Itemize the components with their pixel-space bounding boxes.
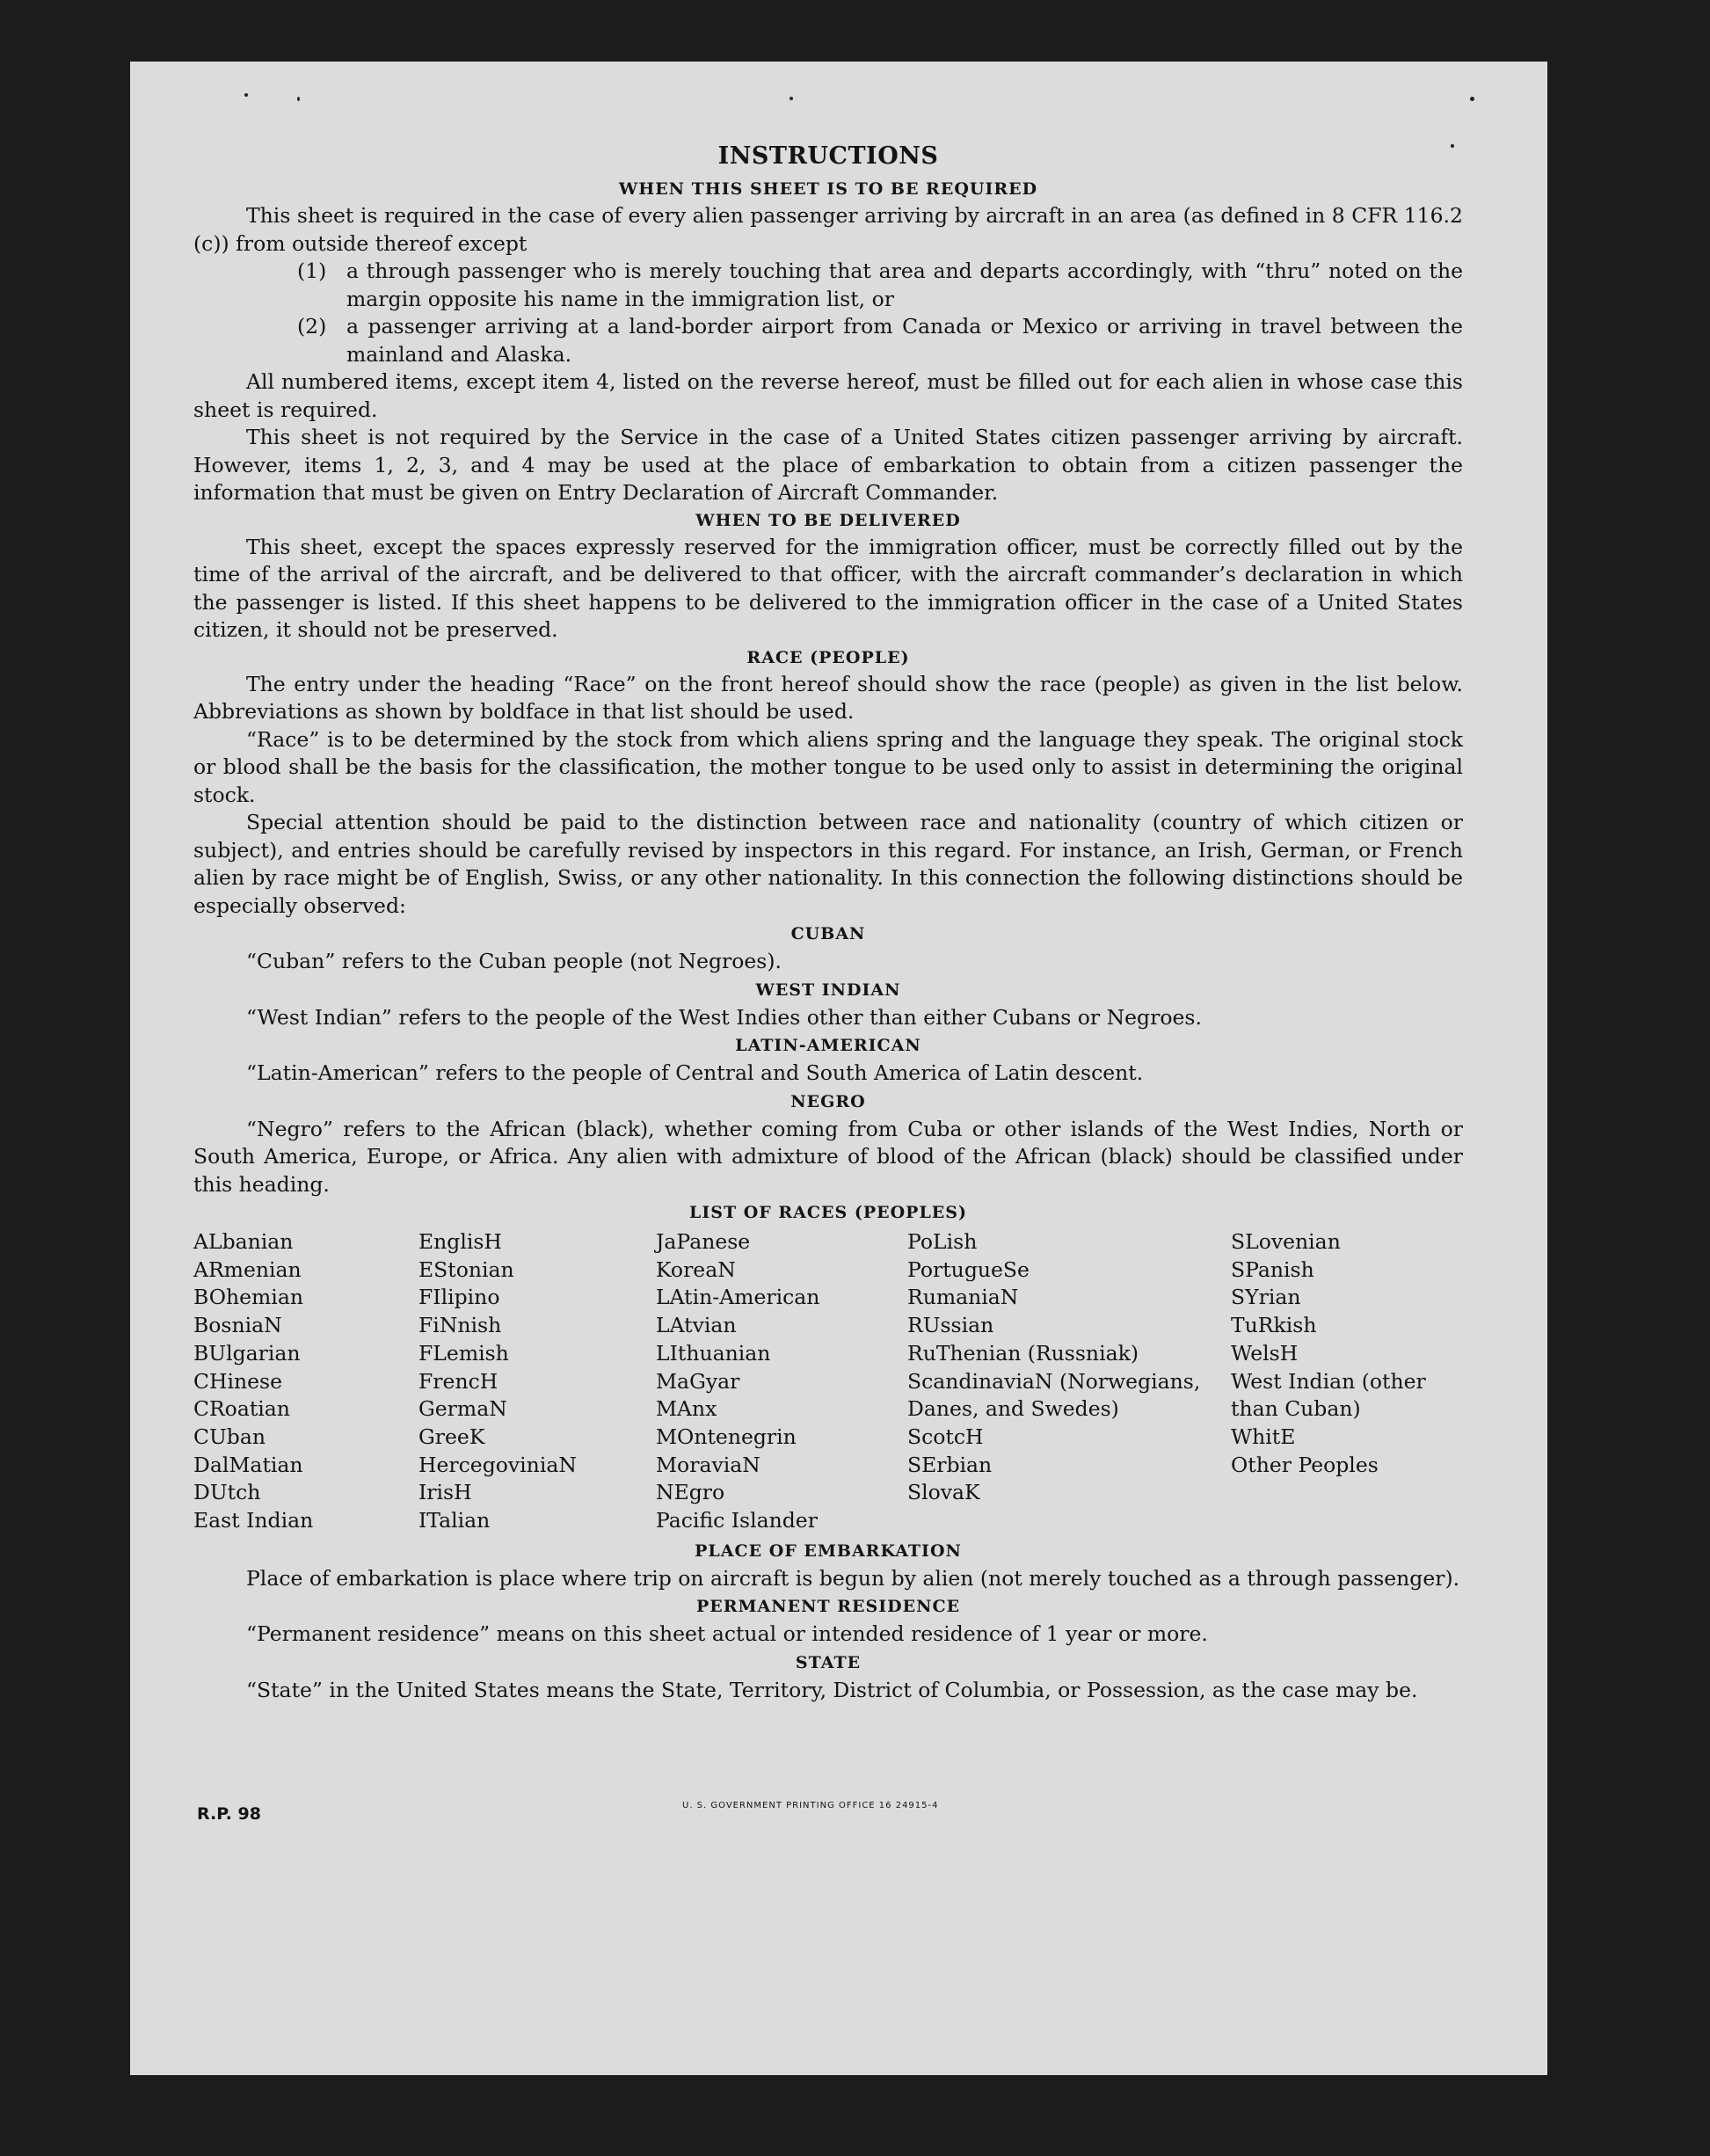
race-column: [418, 1228, 656, 1535]
race-entry: Pacific Islander: [656, 1508, 818, 1533]
paragraph: Special attention should be paid to the distinction between race and nationality (country of which citizen or subject), and entries should be carefully revised by inspectors in this regard. For instance, an Irish, German, or French alien by race might be of English, Swiss, or any other nationality. In this connection the following distinctions should be especially observed:: [193, 810, 1463, 918]
section-heading-embarkation: PLACE OF EMBARKATION: [695, 1541, 962, 1561]
race-entry: CHinese: [193, 1368, 282, 1394]
speck: [1470, 97, 1474, 101]
race-entry: MoraviaN: [656, 1452, 760, 1477]
race-entry: ScotcH: [907, 1424, 984, 1449]
race-list: [193, 1228, 1463, 1535]
race-entry: BUlgarian: [193, 1340, 301, 1366]
paragraph: This sheet is required in the case of every alien passenger arriving by aircraft in an area (as defined in 8 CFR 116.2 (c)) from outside thereof except: [193, 203, 1463, 256]
section-heading-when-delivered: WHEN TO BE DELIVERED: [695, 510, 961, 530]
paragraph: “Cuban” refers to the Cuban people (not Negroes).: [246, 949, 782, 973]
paragraph: Place of embarkation is place where trip on aircraft is begun by alien (not merely touched as a through passenger).: [246, 1565, 1460, 1591]
race-entry: MAnx: [656, 1396, 717, 1422]
race-entry: DUtch: [193, 1480, 261, 1505]
race-column: [656, 1228, 907, 1535]
item-text: a through passenger who is merely touching that area and departs accordingly, with “thru” noted on the margin opposite his name in the immigration list, or: [346, 259, 1463, 311]
race-entry: FLemish: [418, 1340, 509, 1366]
race-entry: MaGyar: [656, 1368, 740, 1394]
race-entry: BosniaN: [193, 1313, 282, 1338]
paragraph: “Permanent residence” means on this sheet actual or intended residence of 1 year or more.: [246, 1621, 1208, 1647]
race-entry: West Indian (other than Cuban): [1231, 1368, 1426, 1422]
paragraph: “Race” is to be determined by the stock from which aliens spring and the language they speak. The original stock or blood shall be the basis for the classification, the mother tongue to be used only to assist in determining the original stock.: [193, 726, 1463, 807]
race-entry: SErbian: [907, 1452, 993, 1477]
race-entry: LAtin-American: [656, 1285, 820, 1310]
paragraph: “State” in the United States means the State, Territory, District of Columbia, or Possession, as the case may be.: [246, 1677, 1418, 1702]
race-entry: ARmenian: [193, 1256, 302, 1282]
section-heading-negro: NEGRO: [790, 1091, 866, 1111]
race-entry: WhitE: [1231, 1424, 1296, 1449]
race-entry: BOhemian: [193, 1285, 303, 1310]
race-entry: KoreaN: [656, 1256, 736, 1282]
section-heading-race: RACE (PEOPLE): [746, 647, 910, 667]
form-number: R.P. 98: [197, 1804, 261, 1824]
race-entry: CUban: [193, 1424, 266, 1449]
race-column: [907, 1228, 1231, 1535]
instructions-text: [193, 137, 1463, 1704]
race-entry: SlovaK: [907, 1480, 980, 1505]
race-entry: ScandinaviaN (Norwegians, Danes, and Swedes): [907, 1368, 1201, 1422]
section-heading-when-required: WHEN THIS SHEET IS TO BE REQUIRED: [618, 179, 1038, 199]
race-entry: FiNnish: [418, 1313, 502, 1338]
paragraph: The entry under the heading “Race” on the front hereof should show the race (people) as given in the list below. Abbreviations as shown by boldface in that list should be used.: [193, 671, 1463, 724]
race-entry: EStonian: [418, 1256, 514, 1282]
printer-imprint: U. S. GOVERNMENT PRINTING OFFICE 16 24915-4: [682, 1801, 939, 1810]
race-entry: SPanish: [1231, 1256, 1314, 1282]
section-heading-residence: PERMANENT RESIDENCE: [695, 1597, 961, 1617]
document-title: INSTRUCTIONS: [717, 142, 939, 170]
paragraph: This sheet is not required by the Service in the case of a United States citizen passenger arriving by aircraft. However, items 1, 2, 3, and 4 may be used at the place of embarkation to obtain from a citizen passenger the information that must be given on Entry Declaration of Aircraft Commander.: [193, 425, 1463, 505]
exception-item: [193, 258, 1463, 313]
paragraph: This sheet, except the spaces expressly reserved for the immigration officer, must be correctly filled out by the time of the arrival of the aircraft, and be delivered to that officer, with the aircraft commander’s declaration in which the passenger is listed. If this sheet happens to be delivered to the immigration officer in the case of a United States citizen, it should not be preserved.: [193, 534, 1463, 642]
section-heading-west-indian: WEST INDIAN: [755, 980, 901, 1000]
document-page: [130, 62, 1547, 2075]
paragraph: All numbered items, except item 4, listed on the reverse hereof, must be filled out for each alien in whose case this sheet is required.: [193, 369, 1463, 422]
race-entry: FIlipino: [418, 1285, 500, 1310]
race-entry: MOntenegrin: [656, 1424, 797, 1449]
exception-item: [193, 313, 1463, 368]
paragraph: “Negro” refers to the African (black), whether coming from Cuba or other islands of the West Indies, North or South America, Europe, or Africa. Any alien with admixture of blood of the African (black) should be classified under this heading.: [193, 1116, 1463, 1197]
item-number: (1): [297, 259, 327, 283]
race-entry: IrisH: [418, 1480, 472, 1505]
race-entry: JaPanese: [656, 1229, 751, 1254]
section-heading-list-of-races: LIST OF RACES (PEOPLES): [689, 1203, 967, 1222]
race-column: [193, 1228, 418, 1535]
item-number: (2): [297, 314, 327, 339]
race-entry: East Indian: [193, 1508, 314, 1533]
race-entry: LAtvian: [656, 1313, 737, 1338]
race-entry: Other Peoples: [1231, 1452, 1379, 1477]
item-text: a passenger arriving at a land-border airport from Canada or Mexico or arriving in travel between the mainland and Alaska.: [346, 314, 1463, 367]
section-heading-cuban: CUBAN: [790, 924, 866, 943]
race-entry: SLovenian: [1231, 1229, 1341, 1254]
speck: [244, 93, 248, 97]
race-entry: RuThenian (Russniak): [907, 1340, 1139, 1366]
race-entry: GermaN: [418, 1396, 507, 1422]
race-entry: TuRkish: [1231, 1313, 1317, 1338]
race-entry: FrencH: [418, 1368, 498, 1394]
race-entry: EnglisH: [418, 1229, 502, 1254]
race-entry: NEgro: [656, 1480, 725, 1505]
speck: [790, 97, 793, 100]
race-entry: RUssian: [907, 1313, 994, 1338]
paragraph: “Latin-American” refers to the people of Central and South America of Latin descent.: [246, 1060, 1144, 1085]
race-entry: DalMatian: [193, 1452, 303, 1477]
race-entry: WelsH: [1231, 1340, 1299, 1366]
race-entry: RumaniaN: [907, 1285, 1019, 1310]
race-entry: GreeK: [418, 1424, 485, 1449]
race-entry: PoLish: [907, 1229, 978, 1254]
race-entry: HercegoviniaN: [418, 1452, 577, 1477]
speck: [297, 97, 300, 101]
race-entry: LIthuanian: [656, 1340, 771, 1366]
section-heading-latin-american: LATIN-AMERICAN: [735, 1036, 921, 1055]
race-entry: ITalian: [418, 1508, 491, 1533]
race-entry: SYrian: [1231, 1285, 1301, 1310]
section-heading-state: STATE: [795, 1652, 862, 1672]
race-entry: PortugueSe: [907, 1256, 1030, 1282]
paragraph: “West Indian” refers to the people of the West Indies other than either Cubans or Negroes.: [246, 1004, 1202, 1030]
race-entry: ALbanian: [193, 1229, 294, 1254]
race-entry: CRoatian: [193, 1396, 290, 1422]
race-column: [1231, 1228, 1463, 1535]
